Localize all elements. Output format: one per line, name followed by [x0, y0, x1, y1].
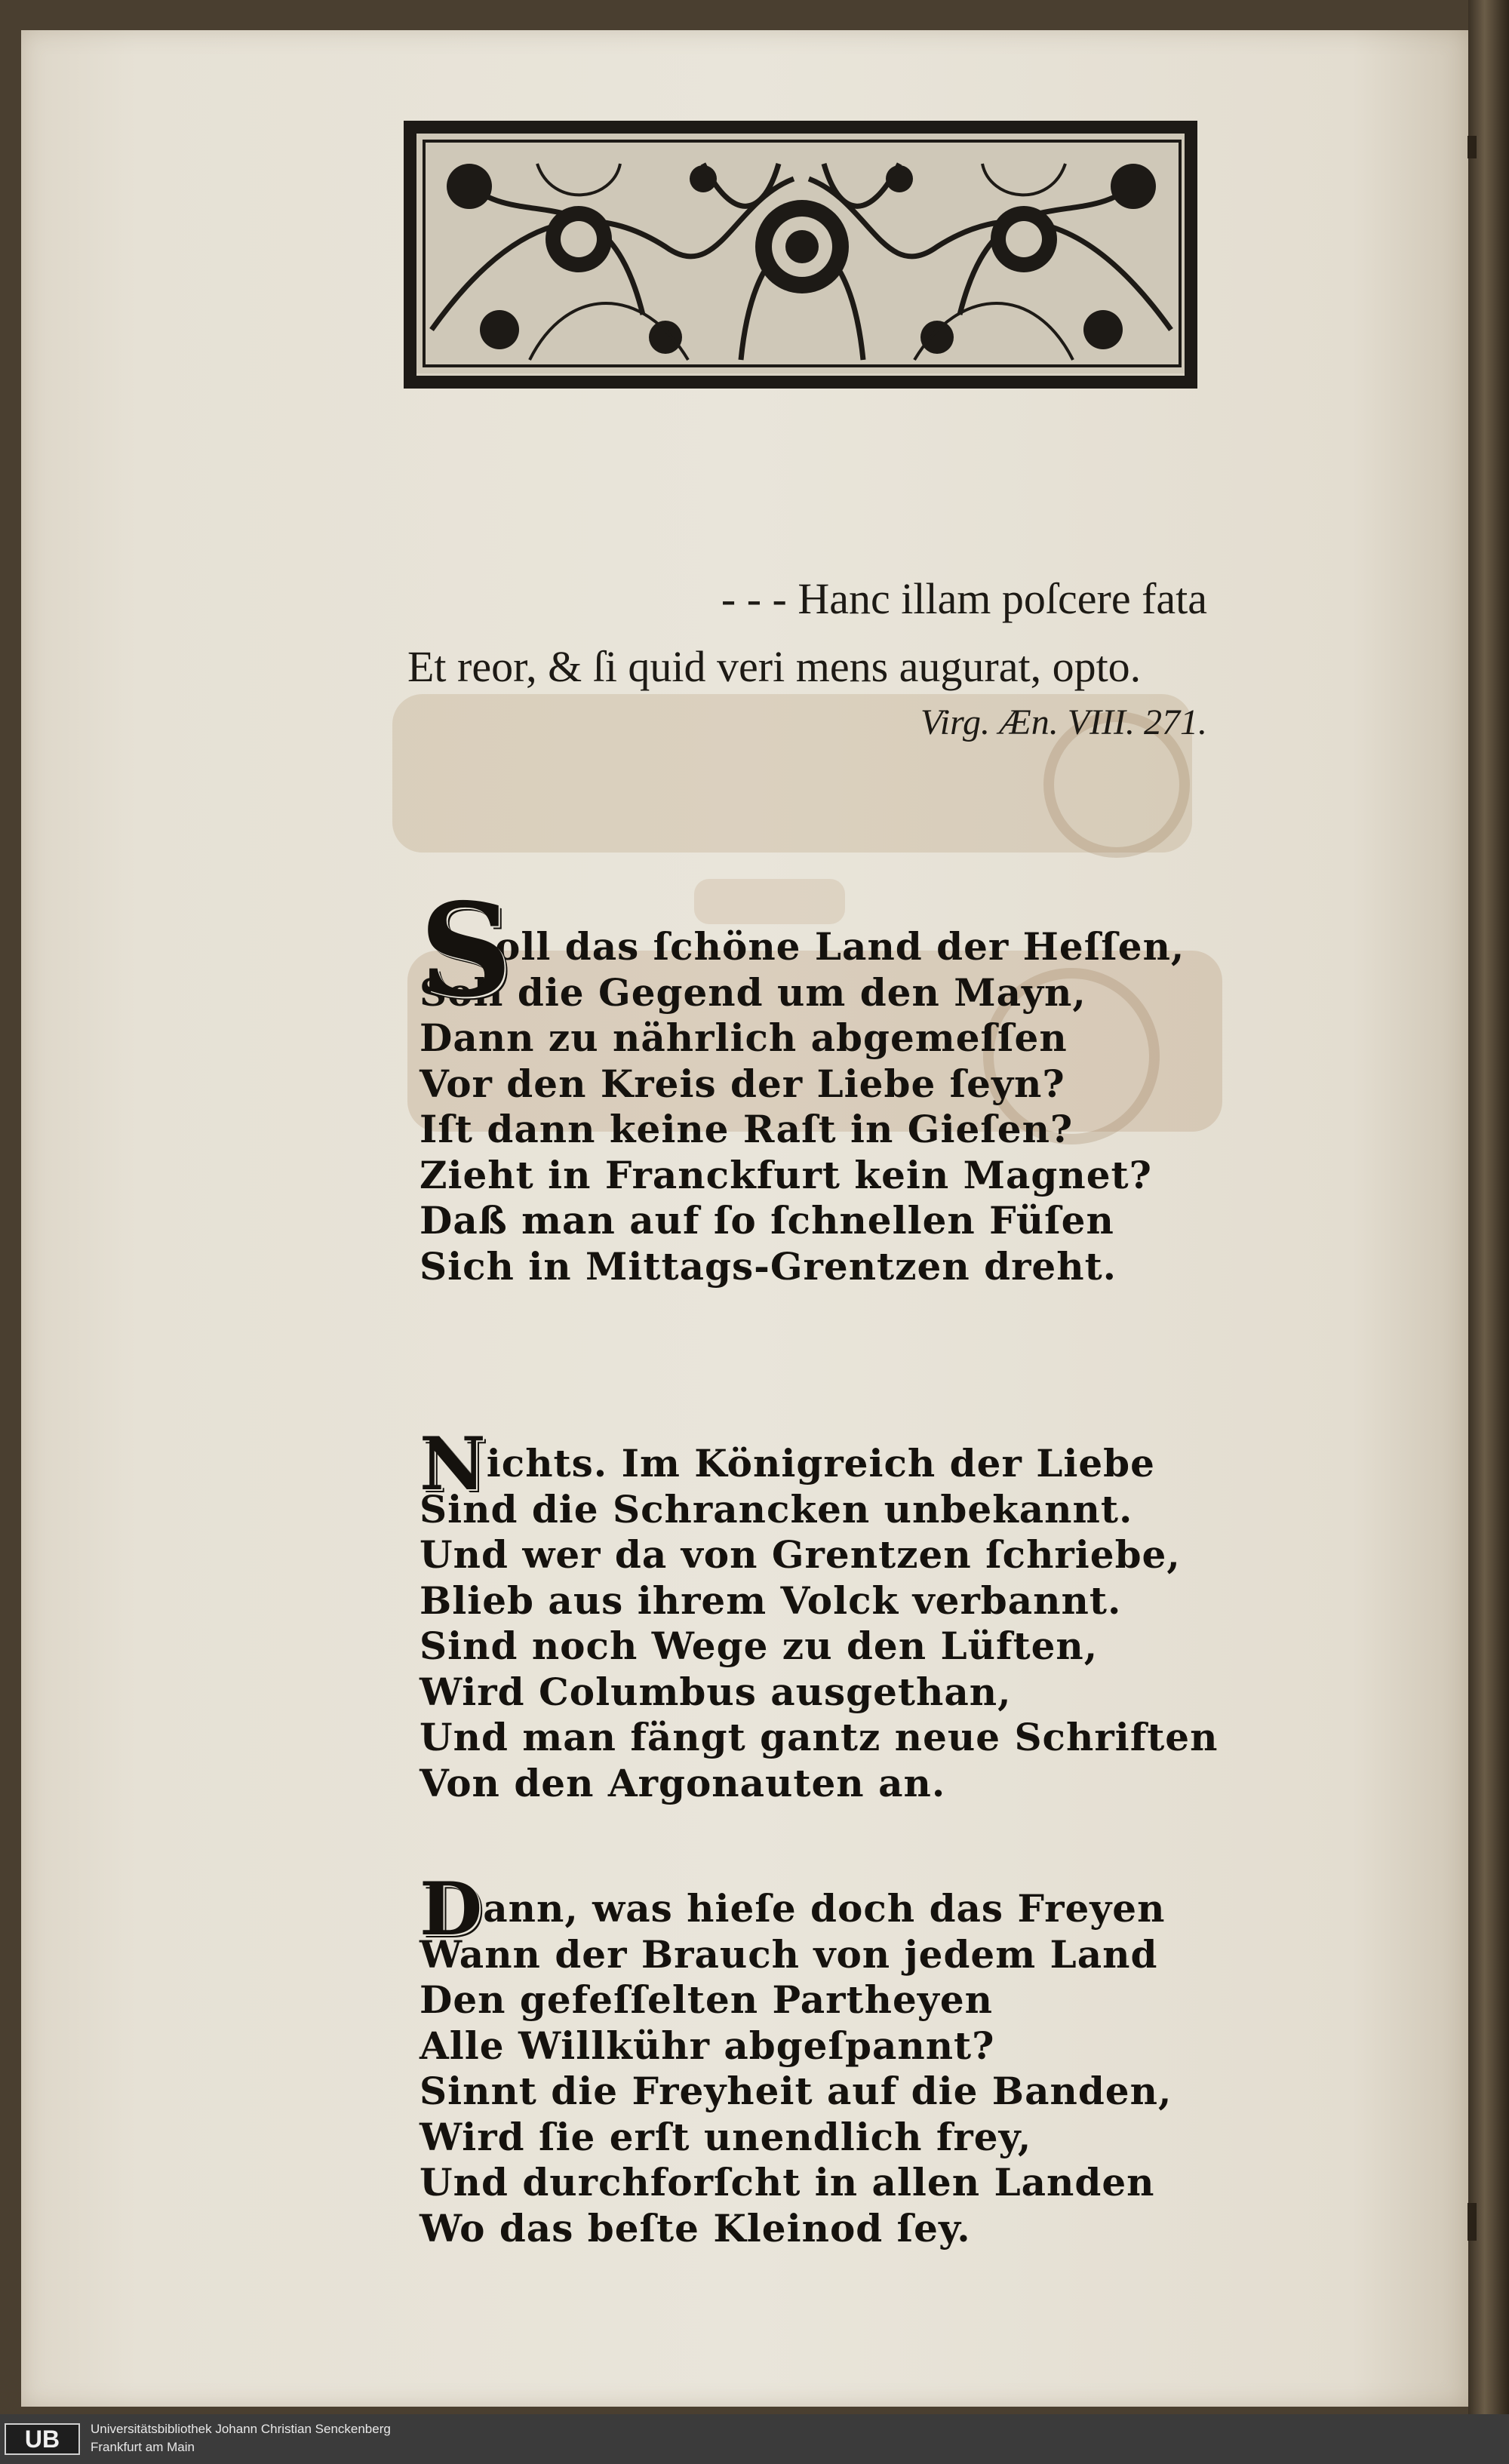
stanza-line: Dann zu nährlich abgemeſſen — [420, 1015, 1068, 1060]
stanza-line: Wird ſie erſt unendlich frey, — [420, 2114, 1032, 2159]
page-gutter-edge — [1468, 0, 1509, 2414]
stanza-line: Von den Argonauten an. — [420, 1760, 946, 1805]
stanza-line: Zieht in Franckfurt kein Magnet? — [420, 1152, 1152, 1197]
library-logo: UB — [5, 2423, 80, 2455]
institution-name: Universitätsbibliothek Johann Christian Senckenberg — [91, 2422, 391, 2436]
ornament-panel — [414, 131, 1187, 378]
stanza-line: Vor den Kreis der Liebe ſeyn? — [420, 1061, 1065, 1106]
decorated-initial: N — [420, 1421, 487, 1507]
stanza-line: Wo das beſte Kleinod ſey. — [420, 2205, 971, 2250]
floral-ornament-icon — [416, 134, 1187, 373]
stanza-text: ichts. Im Königreich der Liebe — [486, 1441, 1155, 1485]
stanza-text: oll das ſchöne Land der Heſſen, — [495, 924, 1185, 969]
stanza-line: Wann der Brauch von jedem Land — [420, 1931, 1158, 1977]
institution-credit — [91, 2420, 391, 2456]
stanza-line: Daß man auf ſo ſchnellen Füſen — [420, 1198, 1114, 1243]
woodcut-ornament-header — [404, 121, 1197, 389]
page-tear-mark — [1468, 136, 1477, 158]
footer-bar — [0, 2414, 1509, 2464]
motto-citation: Virg. Æn. VIII. 271. — [920, 702, 1207, 742]
stanza-line: Den gefeſſelten Partheyen — [420, 1977, 993, 2022]
stanza-line: Alle Willkühr abgeſpannt? — [420, 2023, 995, 2068]
stanza-1 — [420, 875, 1185, 1289]
stanza-line: Iſt dann keine Raſt in Gieſen? — [420, 1107, 1074, 1151]
stanza-line: Sinnt die Freyheit auf die Banden, — [420, 2069, 1172, 2113]
stanza-line: Sind noch Wege zu den Lüften, — [420, 1624, 1099, 1668]
stanza-line — [420, 1866, 1172, 1952]
stanza-text: ann, was hieſe doch das Freyen — [483, 1886, 1166, 1931]
stanza-line: Sich in Mittags-Grentzen dreht. — [420, 1243, 1117, 1289]
stanza-line: Und man fängt gantz neue Schriften — [420, 1715, 1219, 1759]
stanza-line: Sind die Schrancken unbekannt. — [420, 1486, 1133, 1532]
stanza-line: Soll die Gegend um den Mayn, — [420, 969, 1086, 1015]
stanza-line: Wird Columbus ausgethan, — [420, 1669, 1012, 1714]
stanza-line — [420, 1421, 1218, 1507]
motto-line-2: Et reor, & ſi quid veri mens augurat, opto. — [407, 642, 1142, 691]
stanza-line: Blieb aus ihrem Volck verbannt. — [420, 1578, 1122, 1623]
stanza-line: Und wer da von Grentzen ſchriebe, — [420, 1532, 1181, 1577]
stanza-line — [420, 924, 1185, 970]
stanza-3 — [420, 1866, 1172, 2251]
stanza-2 — [420, 1421, 1219, 1806]
page-tear-mark — [1468, 2203, 1477, 2241]
decorated-initial: S — [420, 875, 513, 1026]
institution-city: Frankfurt am Main — [91, 2440, 195, 2454]
stanza-line: Und durchforſcht in allen Landen — [420, 2160, 1155, 2204]
decorated-initial: D — [420, 1866, 484, 1952]
motto-line-1: - - - Hanc illam poſcere fata — [721, 574, 1207, 623]
